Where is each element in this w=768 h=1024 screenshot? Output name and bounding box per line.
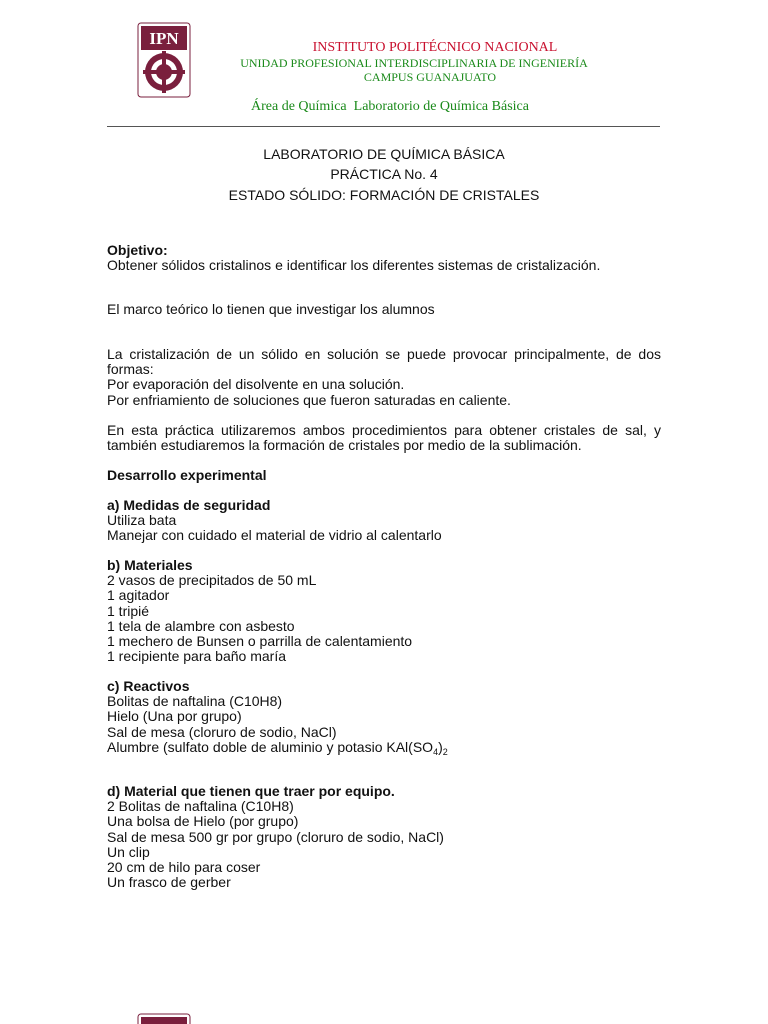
svg-text:IPN: IPN: [149, 29, 179, 48]
practice-title: ESTADO SÓLIDO: FORMACIÓN DE CRISTALES: [228, 187, 540, 203]
list-item: 20 cm de hilo para coser: [107, 859, 261, 876]
list-item: Utiliza bata: [107, 512, 177, 529]
objective-heading: Objetivo:: [107, 242, 168, 258]
list-item: 1 mechero de Bunsen o parrilla de calentamiento: [107, 633, 413, 650]
development-heading-text: Desarrollo experimental: [107, 467, 267, 483]
materials-section: [107, 558, 661, 664]
list-item: 1 recipiente para baño maría: [107, 648, 286, 665]
alum-subscript-2: 2: [442, 746, 448, 757]
institute-name: INSTITUTO POLITÉCNICO NACIONAL: [312, 40, 558, 55]
alum-subscript-1: 4: [433, 746, 439, 757]
lab-title: LABORATORIO DE QUÍMICA BÁSICA: [263, 146, 505, 162]
list-item: Un frasco de gerber: [107, 874, 231, 891]
objective-text: Obtener sólidos cristalinos e identificar los diferentes sistemas de cristalización.: [107, 257, 601, 274]
list-item-alum: [107, 740, 661, 755]
list-item: 2 vasos de precipitados de 50 mL: [107, 572, 317, 589]
list-item: 1 agitador: [107, 587, 170, 604]
safety-heading: a) Medidas de seguridad: [107, 497, 271, 513]
development-heading: [107, 468, 661, 483]
list-item: 2 Bolitas de naftalina (C10H8): [107, 798, 294, 815]
list-item: Bolitas de naftalina (C10H8): [107, 693, 283, 710]
list-item: Sal de mesa 500 gr por grupo (cloruro de sodio, NaCl): [107, 828, 444, 845]
practice-number: PRÁCTICA No. 4: [330, 166, 438, 182]
area-name: Área de Química Laboratorio de Química Básica: [251, 99, 529, 114]
list-item: Manejar con cuidado el material de vidrio al calentarlo: [107, 527, 442, 544]
team-material-section: [107, 784, 661, 890]
unit-name: UNIDAD PROFESIONAL INTERDISCIPLINARIA DE INGENIERÍA: [240, 56, 588, 70]
list-item: Hielo (Una por grupo): [107, 708, 242, 725]
header-divider: [107, 126, 660, 127]
team-material-heading: d) Material que tienen que traer por equipo.: [107, 783, 395, 799]
ipn-logo-next-page: [137, 1012, 191, 1024]
campus-name: CAMPUS GUANAJUATO: [363, 70, 497, 84]
list-item: Un clip: [107, 843, 150, 860]
objective-section: [107, 243, 661, 273]
alum-text: Alumbre (sulfato doble de aluminio y potasio KAl(SO: [107, 738, 434, 755]
reagents-section: [107, 679, 661, 755]
theory-note: El marco teórico lo tienen que investigar los alumnos: [107, 301, 435, 317]
practice-paragraph: En esta práctica utilizaremos ambos procedimientos para obtener cristales de sal, y también estudiaremos la formación de cristales por medio de la sublimación.: [107, 422, 661, 454]
list-item: 1 tripié: [107, 602, 150, 619]
intro-section: [107, 347, 661, 408]
alum-paren: ): [438, 738, 443, 755]
list-item: Una bolsa de Hielo (por grupo): [107, 813, 299, 830]
intro-way-2: Por enfriamiento de soluciones que fueron saturadas en caliente.: [107, 391, 511, 408]
reagents-heading: c) Reactivos: [107, 678, 190, 694]
materials-heading: b) Materiales: [107, 557, 193, 573]
intro-paragraph: La cristalización de un sólido en solución se puede provocar principalmente, de dos formas:: [107, 346, 661, 378]
list-item: Sal de mesa (cloruro de sodio, NaCl): [107, 723, 337, 740]
intro-way-1: Por evaporación del disolvente en una solución.: [107, 376, 405, 393]
list-item: 1 tela de alambre con asbesto: [107, 617, 295, 634]
safety-section: [107, 498, 661, 544]
